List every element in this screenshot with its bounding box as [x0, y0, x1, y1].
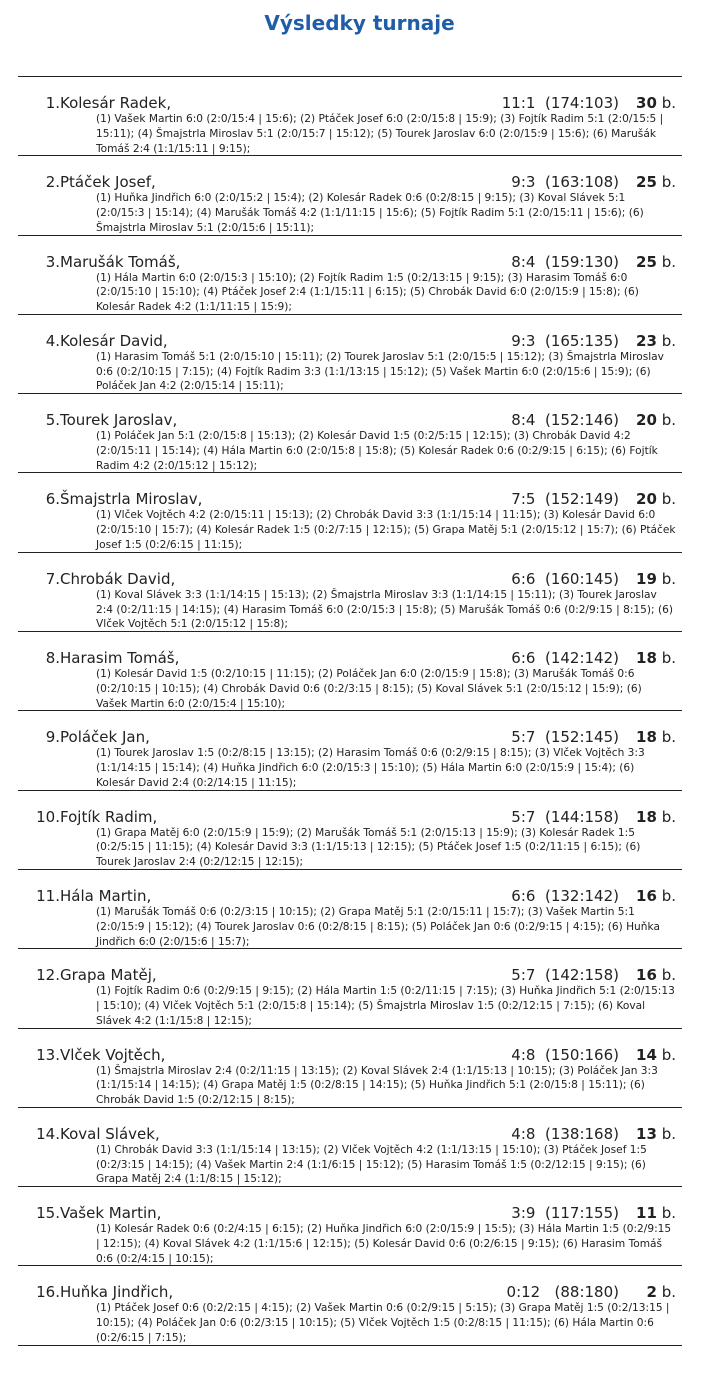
- result-rank: 2.: [45, 173, 60, 192]
- points: [636, 807, 676, 827]
- result-entry: [18, 1266, 682, 1345]
- result-entry: [18, 632, 682, 711]
- points: [636, 965, 676, 985]
- result-header: [18, 172, 682, 192]
- player-name: Chrobák David,: [60, 569, 176, 588]
- points-value: 14: [636, 1045, 657, 1064]
- match-score: 8:4 (159:130): [511, 252, 619, 271]
- player-name: Koval Slávek,: [60, 1124, 160, 1143]
- result-header: [18, 93, 682, 113]
- player-name: Ptáček Josef,: [60, 173, 156, 192]
- match-details: (1) Šmajstrla Miroslav 2:4 (0:2/11:15 | 13:15); (2) Koval Slávek 2:4 (1:1/15:13 | 10:15); (3) Poláček Jan 3:3 (1:1/15:14 | 14:15); (4) Grapa Matěj 1:5 (0:2/8:15 | 14:15); (5) Huňka Jindřich 5:1 (2:0/15:8 | 15:11); (6) Chrobák David 1:5 (0:2/12:15 | 8:15);: [96, 1064, 658, 1107]
- points-suffix: b.: [661, 1124, 676, 1143]
- match-score: 6:6 (160:145): [511, 569, 619, 588]
- points-suffix: b.: [661, 252, 676, 271]
- result-entry: [18, 156, 682, 235]
- match-score: 0:12 (88:180): [506, 1283, 619, 1302]
- result-entry: [18, 236, 682, 315]
- points-suffix: b.: [661, 966, 676, 985]
- match-score: 4:8 (138:168): [511, 1124, 619, 1143]
- match-score: 3:9 (117:155): [511, 1204, 619, 1223]
- result-entry: [18, 949, 682, 1028]
- match-details: (1) Hála Martin 6:0 (2:0/15:3 | 15:10); (2) Fojtík Radim 1:5 (0:2/13:15 | 9:15); (3) Harasim Tomáš 6:0 (2:0/15:10 | 15:10); (4) Ptáček Josef 2:4 (1:1/15:11 | 6:15); (5) Chrobák David 6:0 (2:0/15:9 | 15:8); (6) Kolesár Radek 4:2 (1:1/11:15 | 15:9);: [96, 271, 639, 314]
- result-entry: [18, 1108, 682, 1187]
- match-details: (1) Chrobák David 3:3 (1:1/15:14 | 13:15); (2) Vlček Vojtěch 4:2 (1:1/13:15 | 15:10); (3) Ptáček Josef 1:5 (0:2/3:15 | 14:15); (4) Vašek Martin 2:4 (1:1/6:15 | 15:12); (5) Harasim Tomáš 1:5 (0:2/12:15 | 9:15); (6) Grapa Matěj 2:4 (1:1/8:15 | 15:12);: [96, 1143, 647, 1186]
- result-rank: 14.: [36, 1124, 60, 1143]
- result-header: [18, 648, 682, 668]
- result-header: [18, 1124, 682, 1144]
- result-entry: [18, 77, 682, 156]
- result-rank: 9.: [45, 728, 60, 747]
- result-rank: 4.: [45, 331, 60, 350]
- result-rank: 1.: [45, 94, 60, 112]
- match-details: (1) Ptáček Josef 0:6 (0:2/2:15 | 4:15); (2) Vašek Martin 0:6 (0:2/9:15 | 5:15); (3) Grapa Matěj 1:5 (0:2/13:15 | 10:15); (4) Poláček Jan 0:6 (0:2/3:15 | 10:15); (5) Vlček Vojtěch 1:5 (0:2/8:15 | 11:15); (6) Hála Martin 0:6 (0:2/6:15 | 7:15);: [96, 1302, 670, 1345]
- points: [636, 410, 676, 430]
- match-details: (1) Grapa Matěj 6:0 (2:0/15:9 | 15:9); (2) Marušák Tomáš 5:1 (2:0/15:13 | 15:9); (3) Kolesár Radek 1:5 (0:2/5:15 | 11:15); (4) Kolesár David 3:3 (1:1/15:13 | 12:15); (5) Ptáček Josef 1:5 (0:2/11:15 | 6:15); (6) Tourek Jaroslav 2:4 (0:2/12:15 | 12:15);: [96, 826, 641, 869]
- points: [636, 1045, 676, 1065]
- match-score: 6:6 (132:142): [511, 886, 619, 905]
- result-entry: [18, 553, 682, 632]
- match-details: (1) Tourek Jaroslav 1:5 (0:2/8:15 | 13:15); (2) Harasim Tomáš 0:6 (0:2/9:15 | 8:15); (3) Vlček Vojtěch 3:3 (1:1/14:15 | 15:14); (4) Huňka Jindřich 6:0 (2:0/15:3 | 15:10); (5) Hála Martin 6:0 (2:0/15:9 | 15:4); (6) Kolesár David 2:4 (0:2/14:15 | 11:15);: [96, 747, 645, 789]
- points: [636, 489, 676, 509]
- points-value: 18: [636, 807, 657, 826]
- match-details: (1) Koval Slávek 3:3 (1:1/14:15 | 15:13); (2) Šmajstrla Miroslav 3:3 (1:1/14:15 | 15:11); (3) Tourek Jaroslav 2:4 (0:2/11:15 | 14:15); (4) Harasim Tomáš 6:0 (2:0/15:3 | 15:8); (5) Marušák Tomáš 0:6 (0:2/9:15 | 8:15); (6) Vlček Vojtěch 5:1 (2:0/15:12 | 15:8);: [96, 588, 673, 631]
- points-value: 16: [636, 886, 657, 905]
- match-score: 11:1 (174:103): [501, 94, 619, 112]
- points-suffix: b.: [661, 331, 676, 350]
- player-name: Hála Martin,: [60, 886, 152, 905]
- result-rank: 16.: [36, 1283, 60, 1302]
- points-value: 11: [636, 1204, 657, 1223]
- result-rank: 13.: [36, 1045, 60, 1064]
- player-name: Tourek Jaroslav,: [60, 411, 178, 430]
- match-score: 8:4 (152:146): [511, 411, 619, 430]
- points-value: 19: [636, 569, 657, 588]
- match-score: 9:3 (165:135): [511, 331, 619, 350]
- match-details: (1) Fojtík Radim 0:6 (0:2/9:15 | 9:15); (2) Hála Martin 1:5 (0:2/11:15 | 7:15); (3) Huňka Jindřich 5:1 (2:0/15:13 | 15:10); (4) Vlček Vojtěch 5:1 (2:0/15:8 | 15:14); (5) Šmajstrla Miroslav 1:5 (0:2/12:15 | 7:15); (6) Koval Slávek 4:2 (1:1/15:8 | 12:15);: [96, 985, 675, 1027]
- result-header: [18, 807, 682, 827]
- match-details: (1) Poláček Jan 5:1 (2:0/15:8 | 15:13); (2) Kolesár David 1:5 (0:2/5:15 | 12:15); (3) Chrobák David 4:2 (2:0/15:11 | 15:14); (4) Hála Martin 6:0 (2:0/15:8 | 15:8); (5) Kolesár Radek 0:6 (0:2/9:15 | 6:15); (6) Fojtík Radim 4:2 (2:0/15:12 | 15:12);: [96, 430, 658, 472]
- result-header: [18, 331, 682, 351]
- points-value: 23: [636, 331, 657, 350]
- result-entry: [18, 315, 682, 394]
- points-value: 18: [636, 649, 657, 668]
- result-header: [18, 489, 682, 509]
- result-header: [18, 1203, 682, 1223]
- result-header: [18, 569, 682, 589]
- points-suffix: b.: [661, 411, 676, 430]
- player-name: Huňka Jindřich,: [60, 1283, 174, 1302]
- player-name: Kolesár David,: [60, 331, 168, 350]
- points: [636, 252, 676, 272]
- result-header: [18, 965, 682, 985]
- result-rank: 12.: [36, 966, 60, 985]
- result-header: [18, 410, 682, 430]
- points-value: 16: [636, 966, 657, 985]
- points: [636, 1203, 676, 1223]
- points: [636, 648, 676, 668]
- result-rank: 6.: [45, 490, 60, 509]
- result-header: [18, 1282, 682, 1302]
- points-suffix: b.: [661, 1045, 676, 1064]
- result-entry: [18, 870, 682, 949]
- match-details: (1) Marušák Tomáš 0:6 (0:2/3:15 | 10:15); (2) Grapa Matěj 5:1 (2:0/15:11 | 15:7); (3) Vašek Martin 5:1 (2:0/15:9 | 15:12); (4) Tourek Jaroslav 0:6 (0:2/8:15 | 8:15); (5) Poláček Jan 0:6 (0:2/9:15 | 4:15); (6) Huňka Jindřich 6:0 (2:0/15:6 | 15:7);: [96, 905, 660, 948]
- player-name: Harasim Tomáš,: [60, 649, 180, 668]
- points: [636, 1124, 676, 1144]
- points: [636, 93, 676, 113]
- match-score: 5:7 (152:145): [511, 728, 619, 747]
- result-entry: [18, 711, 682, 790]
- points-value: 20: [636, 490, 657, 509]
- points-value: 2: [646, 1283, 657, 1302]
- result-rank: 5.: [45, 411, 60, 430]
- result-rank: 10.: [36, 807, 60, 826]
- match-details: (1) Harasim Tomáš 5:1 (2:0/15:10 | 15:11); (2) Tourek Jaroslav 5:1 (2:0/15:5 | 15:12); (3) Šmajstrla Miroslav 0:6 (0:2/10:15 | 7:15); (4) Fojtík Radim 3:3 (1:1/13:15 | 15:12); (5) Vašek Martin 6:0 (2:0/15:6 | 15:9); (6) Poláček Jan 4:2 (2:0/15:14 | 15:11);: [96, 350, 664, 393]
- result-rank: 15.: [36, 1204, 60, 1223]
- match-details: (1) Kolesár David 1:5 (0:2/10:15 | 11:15); (2) Poláček Jan 6:0 (2:0/15:9 | 15:8); (3) Marušák Tomáš 0:6 (0:2/10:15 | 10:15); (4) Chrobák David 0:6 (0:2/3:15 | 8:15); (5) Koval Slávek 5:1 (2:0/15:12 | 15:9); (6) Vašek Martin 6:0 (2:0/15:4 | 15:10);: [96, 668, 642, 710]
- points: [636, 727, 676, 747]
- match-score: 9:3 (163:108): [511, 173, 619, 192]
- points: [636, 172, 676, 192]
- result-entry: [18, 791, 682, 870]
- match-score: 4:8 (150:166): [511, 1045, 619, 1064]
- points-suffix: b.: [661, 569, 676, 588]
- points-suffix: b.: [661, 490, 676, 509]
- result-header: [18, 886, 682, 906]
- player-name: Poláček Jan,: [60, 728, 150, 747]
- result-entry: [18, 1029, 682, 1108]
- page-title: Výsledky turnaje: [264, 11, 455, 35]
- result-header: [18, 727, 682, 747]
- match-score: 5:7 (144:158): [511, 807, 619, 826]
- match-details: (1) Kolesár Radek 0:6 (0:2/4:15 | 6:15); (2) Huňka Jindřich 6:0 (2:0/15:9 | 15:5); (3) Hála Martin 1:5 (0:2/9:15 | 12:15); (4) Koval Slávek 4:2 (1:1/15:6 | 12:15); (5) Kolesár David 0:6 (0:2/6:15 | 9:15); (6) Harasim Tomáš 0:6 (0:2/4:15 | 10:15);: [96, 1223, 672, 1265]
- match-score: 7:5 (152:149): [511, 490, 619, 509]
- match-details: (1) Huňka Jindřich 6:0 (2:0/15:2 | 15:4); (2) Kolesár Radek 0:6 (0:2/8:15 | 9:15); (3) Koval Slávek 5:1 (2:0/15:3 | 15:14); (4) Marušák Tomáš 4:2 (1:1/11:15 | 15:6); (5) Fojtík Radim 5:1 (2:0/15:11 | 15:6); (6) Šmajstrla Miroslav 5:1 (2:0/15:6 | 15:11);: [96, 192, 644, 234]
- match-details: (1) Vašek Martin 6:0 (2:0/15:4 | 15:6); (2) Ptáček Josef 6:0 (2:0/15:8 | 15:9); (3) Fojtík Radim 5:1 (2:0/15:5 | 15:11); (4) Šmajstrla Miroslav 5:1 (2:0/15:7 | 15:12); (5) Tourek Jaroslav 6:0 (2:0/15:9 | 15:6); (6) Marušák Tomáš 2:4 (1:1/15:11 | 9:15);: [96, 113, 664, 155]
- points-suffix: b.: [661, 807, 676, 826]
- match-details: (1) Vlček Vojtěch 4:2 (2:0/15:11 | 15:13); (2) Chrobák David 3:3 (1:1/15:14 | 11:15); (3) Kolesár David 6:0 (2:0/15:10 | 15:7); (4) Kolesár Radek 1:5 (0:2/7:15 | 12:15); (5) Grapa Matěj 5:1 (2:0/15:12 | 15:7); (6) Ptáček Josef 1:5 (0:2/6:15 | 11:15);: [96, 509, 676, 552]
- points-suffix: b.: [661, 173, 676, 192]
- player-name: Marušák Tomáš,: [60, 252, 181, 271]
- points-value: 13: [636, 1124, 657, 1143]
- result-rank: 8.: [45, 649, 60, 668]
- result-entry: [18, 1187, 682, 1266]
- points-suffix: b.: [661, 886, 676, 905]
- player-name: Vlček Vojtěch,: [60, 1045, 166, 1064]
- points-value: 20: [636, 411, 657, 430]
- player-name: Kolesár Radek,: [60, 94, 172, 112]
- result-header: [18, 252, 682, 272]
- points-value: 25: [636, 173, 657, 192]
- result-entry: [18, 473, 682, 552]
- points: [646, 1282, 676, 1302]
- player-name: Šmajstrla Miroslav,: [60, 490, 203, 509]
- points-value: 18: [636, 728, 657, 747]
- points-value: 25: [636, 252, 657, 271]
- player-name: Fojtík Radim,: [60, 807, 158, 826]
- result-rank: 7.: [45, 569, 60, 588]
- result-header: [18, 1045, 682, 1065]
- result-rank: 11.: [36, 886, 60, 905]
- points-suffix: b.: [661, 728, 676, 747]
- result-rank: 3.: [45, 252, 60, 271]
- points-suffix: b.: [661, 649, 676, 668]
- points: [636, 331, 676, 351]
- points-suffix: b.: [661, 1283, 676, 1302]
- points: [636, 886, 676, 906]
- points-suffix: b.: [661, 1204, 676, 1223]
- match-score: 6:6 (142:142): [511, 649, 619, 668]
- player-name: Vašek Martin,: [60, 1204, 162, 1223]
- points-value: 30: [636, 94, 657, 112]
- result-entry: [18, 394, 682, 473]
- results-list: [18, 76, 682, 1346]
- player-name: Grapa Matěj,: [60, 966, 157, 985]
- points: [636, 569, 676, 589]
- points-suffix: b.: [661, 94, 676, 112]
- match-score: 5:7 (142:158): [511, 966, 619, 985]
